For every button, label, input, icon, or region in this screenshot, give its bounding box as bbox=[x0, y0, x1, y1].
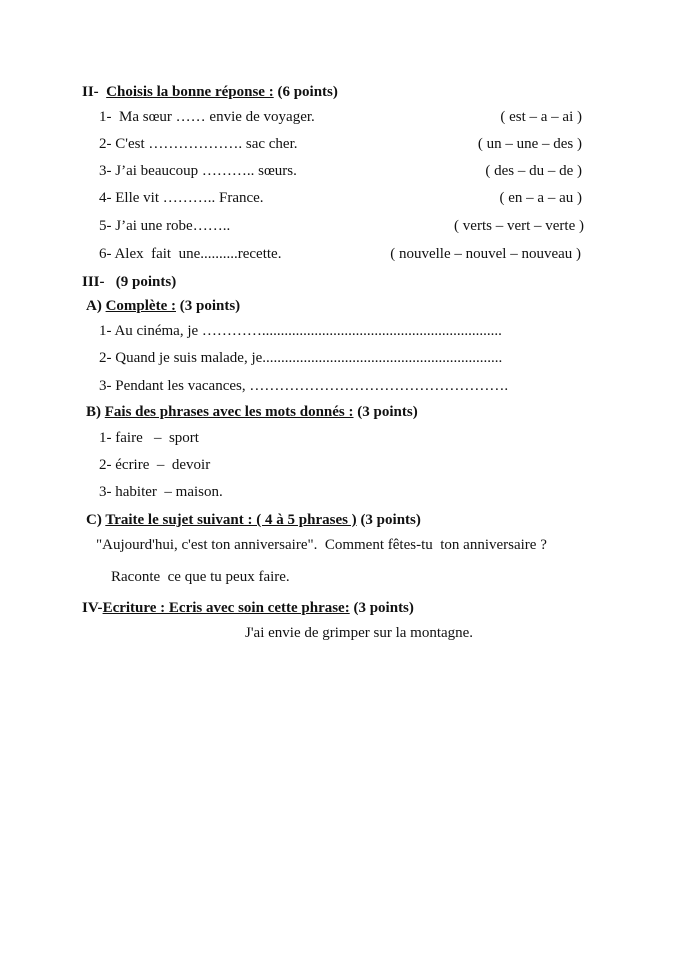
item-text: J’ai beaucoup ……….. sœurs. bbox=[115, 163, 297, 179]
section-2-points: (6 points) bbox=[277, 84, 338, 100]
a-item-1 bbox=[99, 322, 502, 340]
s2-item-5 bbox=[99, 217, 230, 235]
part-a-heading bbox=[86, 297, 240, 315]
item-text: C'est ………………. sac cher. bbox=[115, 136, 298, 152]
s2-item-5-choices: ( verts – vert – verte ) bbox=[454, 218, 584, 234]
part-b-label: B) bbox=[86, 404, 101, 420]
section-4-sentence: J'ai envie de grimper sur la montagne. bbox=[245, 625, 474, 641]
item-number: 3- bbox=[99, 484, 112, 500]
item-number: 3- bbox=[99, 163, 112, 179]
section-3-heading bbox=[82, 273, 176, 291]
part-c-points: (3 points) bbox=[360, 512, 421, 528]
s2-item-2 bbox=[99, 135, 298, 153]
part-a-label: A) bbox=[86, 298, 102, 314]
s2-item-6 bbox=[99, 245, 281, 263]
part-b-title: Fais des phrases avec les mots donnés : bbox=[104, 404, 354, 420]
item-number: 4- bbox=[99, 190, 112, 206]
s2-item-1-choices: ( est – a – ai ) bbox=[500, 109, 582, 125]
a-item-3 bbox=[99, 377, 508, 395]
item-number: 6- bbox=[99, 246, 112, 262]
part-c-title: Traite le sujet suivant : ( 4 à 5 phrases ) bbox=[105, 512, 357, 528]
b-item-2 bbox=[99, 456, 210, 474]
item-text: Au cinéma, je …………................................................................ bbox=[114, 323, 502, 339]
section-3-number: III- bbox=[82, 274, 105, 290]
b-item-1 bbox=[99, 429, 199, 447]
item-number: 1- bbox=[99, 430, 112, 446]
s2-item-4 bbox=[99, 189, 264, 207]
s2-item-6-choices: ( nouvelle – nouvel – nouveau ) bbox=[390, 246, 581, 262]
part-a-title: Complète : bbox=[105, 298, 176, 314]
item-text: faire – sport bbox=[115, 430, 199, 446]
b-item-3 bbox=[99, 483, 223, 501]
item-number: 2- bbox=[99, 136, 112, 152]
a-item-2 bbox=[99, 349, 502, 367]
s2-item-3 bbox=[99, 162, 297, 180]
s2-item-1 bbox=[99, 108, 315, 126]
section-2-number: II- bbox=[82, 84, 99, 100]
s2-item-3-choices: ( des – du – de ) bbox=[485, 163, 582, 179]
section-2-heading bbox=[82, 83, 338, 101]
s2-item-2-choices: ( un – une – des ) bbox=[477, 136, 582, 152]
item-text: J’ai une robe…….. bbox=[115, 218, 231, 234]
part-c-instruction: Raconte ce que tu peux faire. bbox=[111, 569, 290, 585]
item-text: habiter – maison. bbox=[115, 484, 223, 500]
part-c-prompt: "Aujourd'hui, c'est ton anniversaire". Comment fêtes-tu ton anniversaire ? bbox=[96, 537, 547, 553]
item-number: 2- bbox=[99, 350, 112, 366]
part-a-points: (3 points) bbox=[179, 298, 241, 314]
section-3-points: (9 points) bbox=[115, 274, 177, 290]
part-c-heading bbox=[86, 511, 421, 529]
section-4-number: IV- bbox=[82, 600, 103, 616]
item-number: 2- bbox=[99, 457, 112, 473]
part-b-points: (3 points) bbox=[357, 404, 418, 420]
item-text: Quand je suis malade, je................................................................ bbox=[115, 350, 503, 366]
item-number: 3- bbox=[99, 378, 112, 394]
item-text: Elle vit ……….. France. bbox=[115, 190, 264, 206]
s2-item-4-choices: ( en – a – au ) bbox=[499, 190, 582, 206]
section-4-heading bbox=[82, 599, 414, 617]
section-2-title: Choisis la bonne réponse : bbox=[106, 84, 274, 100]
item-number: 5- bbox=[99, 218, 112, 234]
part-b-heading bbox=[86, 403, 418, 421]
part-c-label: C) bbox=[86, 512, 102, 528]
item-text: Pendant les vacances, ……………………………………………. bbox=[115, 378, 509, 394]
section-4-points: (3 points) bbox=[353, 600, 414, 616]
item-number: 1- bbox=[99, 109, 112, 125]
section-4-title: Ecriture : Ecris avec soin cette phrase: bbox=[102, 600, 350, 616]
item-number: 1- bbox=[99, 323, 112, 339]
item-text: Ma sœur …… envie de voyager. bbox=[115, 109, 315, 125]
item-text: écrire – devoir bbox=[115, 457, 211, 473]
item-text: Alex fait une..........recette. bbox=[114, 246, 282, 262]
